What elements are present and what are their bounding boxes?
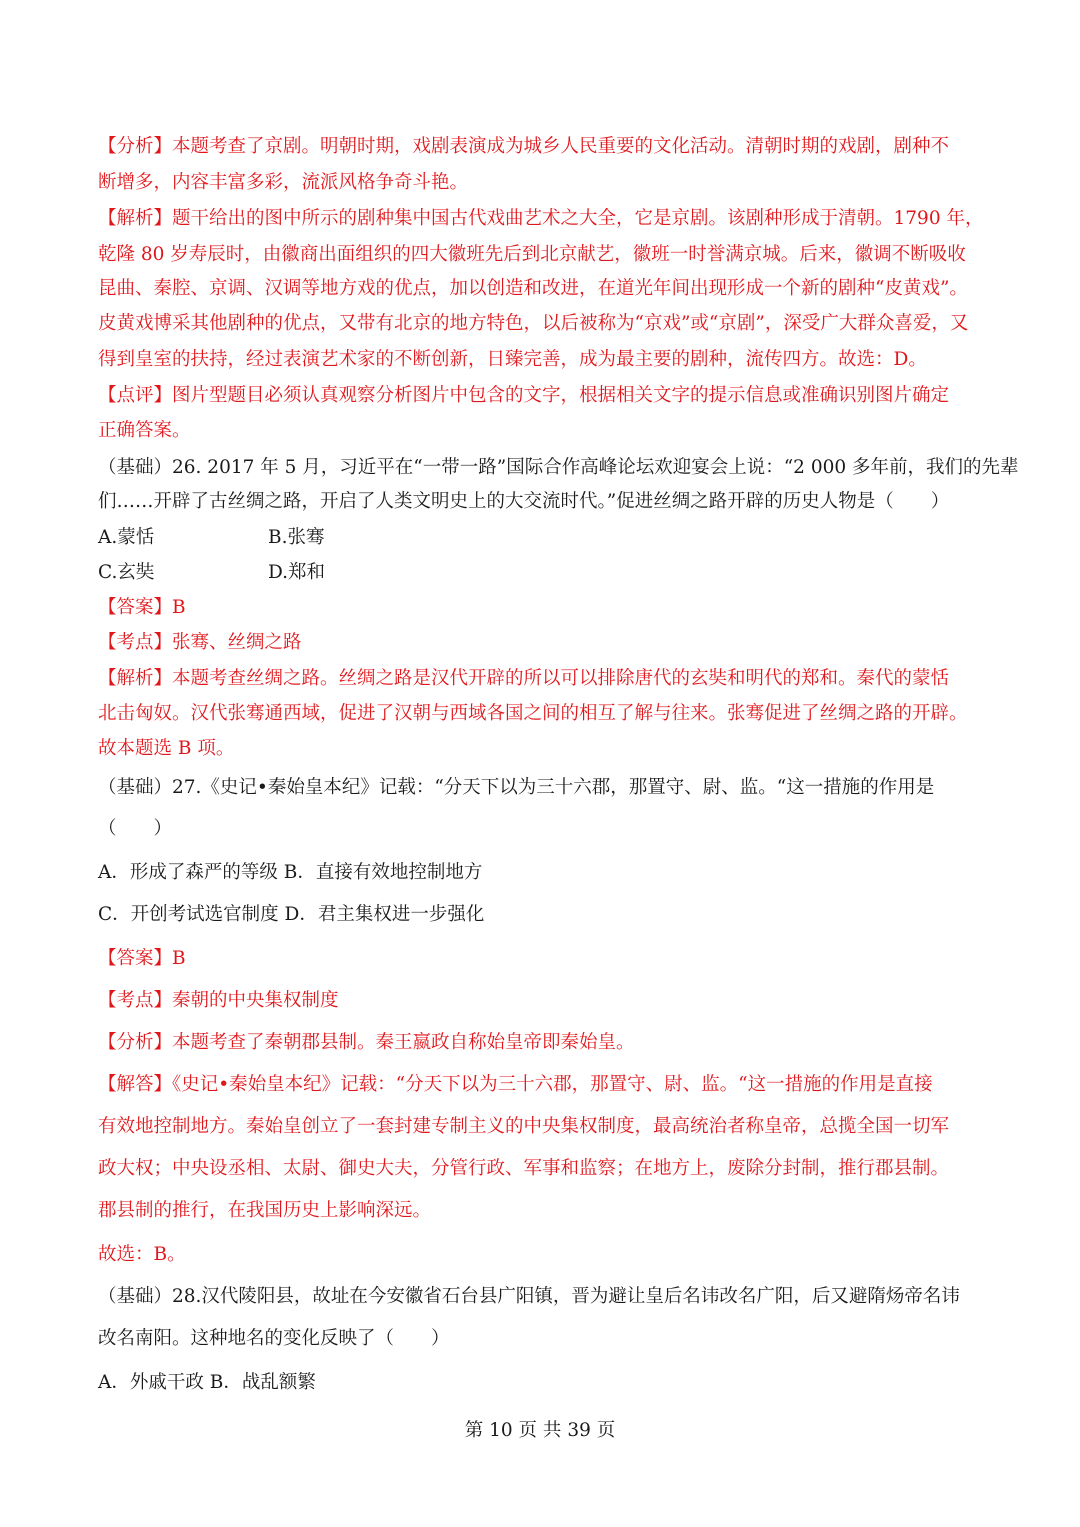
text-line xyxy=(98,860,482,886)
text-line-content: 有效地控制地方。秦始皇创立了一套封建专制主义的中央集权制度，最高统治者称皇帝，总揽全国一切军 xyxy=(98,1116,950,1137)
text-line xyxy=(98,276,968,302)
text-line xyxy=(98,560,326,586)
text-line xyxy=(98,383,949,409)
text-line-content: 皮黄戏博采其他剧种的优点，又带有北京的地方特色，以后被称为“京戏”或“京剧”，深受广大群众喜爱，又 xyxy=(98,313,969,334)
text-line xyxy=(98,170,468,196)
text-line-content: （基础）27.《史记•秦始皇本纪》记载：“分天下以为三十六郡，那置守、尉、监。“这一措施的作用是 xyxy=(98,777,935,798)
text-line-content: 断增多，内容丰富多彩，流派风格争奇斗艳。 xyxy=(98,172,469,193)
text-line xyxy=(98,775,934,801)
text-line xyxy=(98,666,949,692)
text-line xyxy=(98,418,191,444)
text-line-content: 们……开辟了古丝绸之路，开启了人类文明史上的大交流时代。”促进丝绸之路开辟的历史人物是（ ） xyxy=(98,491,950,512)
text-line-content: 【点评】图片型题目必须认真观察分析图片中包含的文字，根据相关文字的提示信息或准确识别图片确定 xyxy=(98,385,950,406)
text-line xyxy=(98,1198,431,1224)
text-line-content: 【解析】题干给出的图中所示的剧种集中国古代戏曲艺术之大全，它是京剧。该剧种形成于清朝。1790 年， xyxy=(98,208,984,229)
text-line-content: C．开创考试选官制度 D．君主集权进一步强化 xyxy=(98,904,485,925)
text-line-content: C.玄奘 xyxy=(98,562,155,583)
text-line xyxy=(98,311,968,337)
text-line-content: A.蒙恬 xyxy=(98,527,155,548)
text-line xyxy=(98,1326,450,1352)
text-line-content: 【分析】本题考查了秦朝郡县制。秦王嬴政自称始皇帝即秦始皇。 xyxy=(98,1032,635,1053)
text-line-content: 正确答案。 xyxy=(98,420,191,441)
text-line-content: 乾隆 80 岁寿辰时，由徽商出面组织的四大徽班先后到北京献艺，徽班一时誉满京城。后来，徽调不断吸收 xyxy=(98,244,966,265)
text-line xyxy=(98,946,186,972)
text-line-content: 【考点】秦朝的中央集权制度 xyxy=(98,990,339,1011)
text-line xyxy=(98,902,484,928)
page-footer: 第 10 页 共 39 页 xyxy=(464,1420,616,1441)
text-line-content: 政大权；中央设丞相、太尉、御史大夫，分管行政、军事和监察；在地方上，废除分封制，推行郡县制。 xyxy=(98,1158,950,1179)
text-line xyxy=(98,489,949,515)
text-line-content: 【考点】张骞、丝绸之路 xyxy=(98,632,302,653)
text-line-content: 北击匈奴。汉代张骞通西域，促进了汉朝与西域各国之间的相互了解与往来。张骞促进了丝绸之路的开辟。 xyxy=(98,703,968,724)
text-line-content: 故选：B。 xyxy=(98,1244,186,1265)
text-line xyxy=(98,630,302,656)
text-line-content: （ ） xyxy=(98,818,173,839)
text-line-content: 郡县制的推行，在我国历史上影响深远。 xyxy=(98,1200,432,1221)
text-line-content: 【解析】本题考查丝绸之路。丝绸之路是汉代开辟的所以可以排除唐代的玄奘和明代的郑和。秦代的蒙恬 xyxy=(98,668,950,689)
text-line-content: 【答案】B xyxy=(98,597,186,618)
text-line-content: 【解答】《史记•秦始皇本纪》记载：“分天下以为三十六郡，那置守、尉、监。“这一措施的作用是直接 xyxy=(98,1074,933,1095)
text-line xyxy=(98,988,339,1014)
text-line xyxy=(98,816,172,842)
text-line xyxy=(98,1156,949,1182)
text-line-content: （基础）26. 2017 年 5 月，习近平在“一带一路”国际合作高峰论坛欢迎宴会上说：“2 000 多年前，我们的先辈 xyxy=(98,457,1019,478)
text-line xyxy=(98,206,983,232)
text-line-content: 改名南阳。这种地名的变化反映了（ ） xyxy=(98,1328,450,1349)
text-line xyxy=(98,1072,933,1098)
option-second: B.张骞 xyxy=(268,527,325,548)
text-line xyxy=(98,134,949,160)
text-line xyxy=(98,1030,635,1056)
text-line-content: 【分析】本题考查了京剧。明朝时期，戏剧表演成为城乡人民重要的文化活动。清朝时期的戏剧，剧种不 xyxy=(98,136,950,157)
text-line-content: A．形成了森严的等级 B．直接有效地控制地方 xyxy=(98,862,483,883)
text-line-content: （基础）28.汉代陵阳县，故址在今安徽省石台县广阳镇，晋为避让皇后名讳改名广阳，后又避隋炀帝名讳 xyxy=(98,1286,960,1307)
text-line xyxy=(98,455,1019,481)
text-line-content: 得到皇室的扶持，经过表演艺术家的不断创新，日臻完善，成为最主要的剧种，流传四方。故选：D。 xyxy=(98,349,927,370)
text-line xyxy=(98,1242,186,1268)
text-line-content: 昆曲、秦腔、京调、汉调等地方戏的优点，加以创造和改进，在道光年间出现形成一个新的剧种“皮黄戏”。 xyxy=(98,278,968,299)
text-line xyxy=(98,595,186,621)
text-line xyxy=(98,525,325,551)
text-line xyxy=(98,242,966,268)
text-line xyxy=(98,736,234,762)
text-line xyxy=(98,1114,949,1140)
option-second: D.郑和 xyxy=(268,562,326,583)
text-line xyxy=(98,701,968,727)
text-line xyxy=(98,347,927,373)
text-line-content: 故本题选 B 项。 xyxy=(98,738,235,759)
text-line-content: 【答案】B xyxy=(98,948,186,969)
text-line xyxy=(98,1284,960,1310)
text-line xyxy=(98,1370,316,1396)
text-line-content: A．外戚干政 B．战乱额繁 xyxy=(98,1372,316,1393)
